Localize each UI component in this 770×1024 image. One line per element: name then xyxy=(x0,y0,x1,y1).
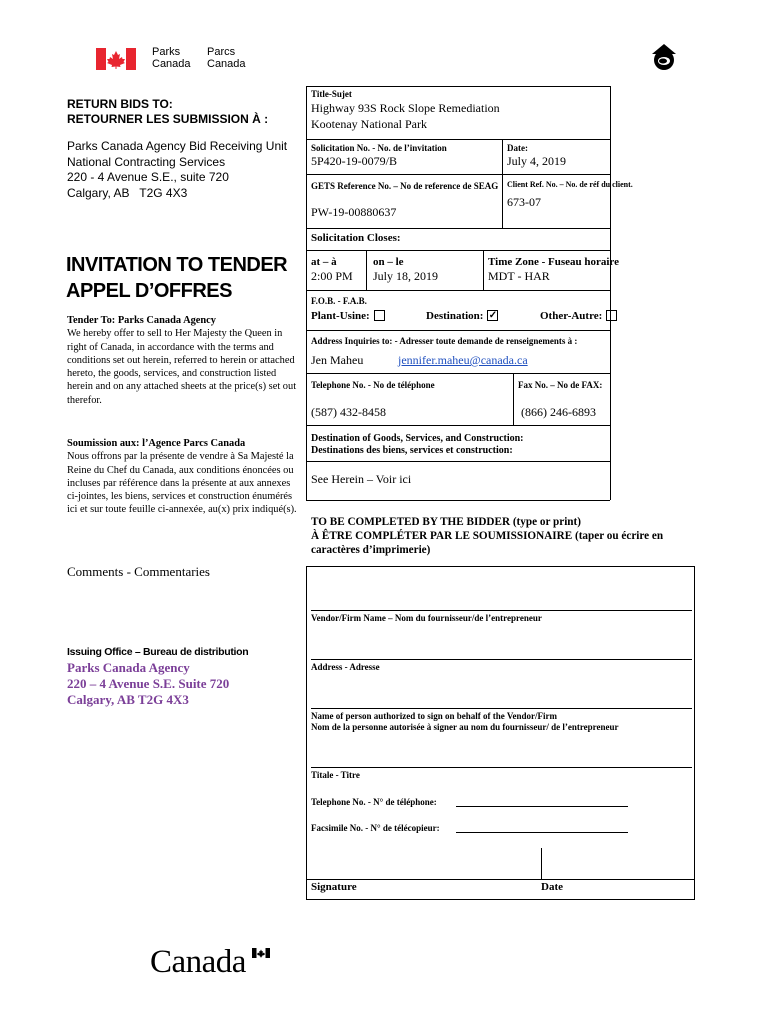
signature-label: Signature xyxy=(311,881,357,893)
fob-label: F.O.B. - F.A.B. xyxy=(311,296,367,306)
tender-to-heading: Tender To: Parks Canada Agency xyxy=(67,315,216,326)
on-value: July 18, 2019 xyxy=(373,269,439,283)
plant-usine-option[interactable] xyxy=(311,310,385,322)
solicitation-value: 5P420-19-0079/B xyxy=(311,154,398,168)
return-bids-title-en: RETURN BIDS TO: xyxy=(67,97,173,111)
authorized-label-fr: Nom de la personne autorisée à signer au nom du fournisseur/ de l’entrepreneur xyxy=(311,722,619,732)
signature-field[interactable] xyxy=(307,848,540,879)
soumission-heading: Soumission aux: l’Agence Parcs Canada xyxy=(67,438,246,449)
contact-email-link[interactable]: jennifer.maheu@canada.ca xyxy=(398,353,528,367)
inquiries-label: Address Inquiries to: - Adresser toute demande de renseignements à : xyxy=(311,336,578,346)
address-label: Address - Adresse xyxy=(311,662,380,672)
client-value: 673-07 xyxy=(507,195,541,209)
telephone-value: (587) 432-8458 xyxy=(311,405,386,419)
checkmark-icon: ✓ xyxy=(488,309,498,321)
parks-canada-logo xyxy=(96,46,256,72)
return-address-line: 220 - 4 Avenue S.E., suite 720 xyxy=(67,170,229,184)
gets-label: GETS Reference No. – No de reference de SEAG xyxy=(311,181,499,191)
bidder-telephone-field[interactable] xyxy=(456,806,628,807)
bidder-telephone-label: Telephone No. - N° de téléphone: xyxy=(311,797,437,807)
bidder-heading-fr: À ÊTRE COMPLÉTER PAR LE SOUMISSIONAIRE (taper ou écrire en caractères d’imprimerie) xyxy=(311,530,664,556)
address-field[interactable] xyxy=(311,659,692,660)
date-value: July 4, 2019 xyxy=(507,154,567,168)
gets-value: PW-19-00880637 xyxy=(311,205,397,219)
authorized-label-en: Name of person authorized to sign on behalf of the Vendor/Firm xyxy=(311,711,557,721)
invitation-title xyxy=(66,252,287,304)
tender-to-text: We hereby offer to sell to Her Majesty the Queen in right of Canada, in accordance with the terms and conditions set out herein, referred to herein or attached hereto, the goods, services, and construction listed herein and on any attached sheets at the price(s) set out therefor. xyxy=(67,328,297,406)
date-label: Date: xyxy=(507,143,528,153)
invitation-title-en: INVITATION TO TENDER xyxy=(66,254,288,276)
fax-value: (866) 246-6893 xyxy=(521,405,596,419)
return-address-line: Parks Canada Agency Bid Receiving Unit xyxy=(67,139,288,153)
on-label: on – le xyxy=(373,256,404,268)
closes-label: Solicitation Closes: xyxy=(311,232,401,244)
at-label: at – à xyxy=(311,256,337,268)
other-autre-option[interactable] xyxy=(540,310,617,322)
bidder-title-label: Titale - Titre xyxy=(311,770,360,780)
title-field[interactable] xyxy=(311,767,692,768)
canada-wordmark-text: Canada xyxy=(150,944,246,980)
other-autre-checkbox[interactable] xyxy=(606,310,617,321)
logo-en-line1: Parks xyxy=(152,46,181,58)
canada-wordmark xyxy=(150,944,246,980)
comments-label: Comments - Commentaries xyxy=(67,564,210,579)
issuing-office-line: 220 – 4 Avenue S.E. Suite 720 xyxy=(67,676,230,691)
return-address-line: Calgary, AB T2G 4X3 xyxy=(67,185,188,200)
destination-option[interactable] xyxy=(426,310,498,322)
issuing-office-line: Calgary, AB T2G 4X3 xyxy=(67,692,189,707)
telephone-label: Telephone No. - No de téléphone xyxy=(311,380,435,390)
issuing-office-line: Parks Canada Agency xyxy=(67,660,190,675)
destination-goods-label-fr: Destinations des biens, services et construction: xyxy=(311,445,513,456)
contact-name: Jen Maheu xyxy=(311,353,364,367)
soumission-text: Nous offrons par la présente de vendre à Sa Majesté la Reine du Chef du Canada, aux conditions énoncées ou incluses par référence dans la présente at aux annexes ci-jointes, les biens, services et construction énumérés ici et sur toute feuille ci-annexée, au(x) prix indiqué(s). xyxy=(67,451,297,516)
date-field-label: Date xyxy=(541,881,563,893)
wordmark-flag-icon xyxy=(252,948,270,958)
vendor-name-field[interactable] xyxy=(311,610,692,611)
timezone-value: MDT - HAR xyxy=(488,269,550,283)
issuing-office-label: Issuing Office – Bureau de distribution xyxy=(67,646,249,658)
bidder-fax-field[interactable] xyxy=(456,832,628,833)
logo-fr-line1: Parcs xyxy=(207,46,236,58)
vendor-name-label: Vendor/Firm Name – Nom du fournisseur/de l’entrepreneur xyxy=(311,613,542,623)
bidder-heading-en: TO BE COMPLETED BY THE BIDDER (type or print) xyxy=(311,516,581,528)
tender-to-block xyxy=(67,314,299,407)
title-line-1: Highway 93S Rock Slope Remediation xyxy=(311,101,500,115)
solicitation-label: Solicitation No. - No. de l’invitation xyxy=(311,143,447,153)
destination-goods-label-en: Destination of Goods, Services, and Construction: xyxy=(311,433,524,444)
canada-flag-icon xyxy=(96,48,136,70)
fax-label: Fax No. – No de FAX: xyxy=(518,380,603,390)
destination-checkbox[interactable] xyxy=(487,310,498,321)
bidder-heading xyxy=(311,515,711,557)
at-value: 2:00 PM xyxy=(311,269,353,283)
destination-label: Destination: xyxy=(426,310,484,322)
authorized-name-field[interactable] xyxy=(311,708,692,709)
plant-usine-checkbox[interactable] xyxy=(374,310,385,321)
destination-goods-value: See Herein – Voir ici xyxy=(311,472,412,486)
timezone-label: Time Zone - Fuseau horaire xyxy=(488,256,619,268)
parks-canada-beaver-emblem-icon xyxy=(648,42,680,72)
soumission-block xyxy=(67,437,299,517)
issuing-office-address xyxy=(67,660,229,708)
return-bids-block xyxy=(67,97,307,201)
return-bids-title-fr: RETOURNER LES SUBMISSION À : xyxy=(67,112,269,126)
logo-fr-line2: Canada xyxy=(207,58,246,70)
bidder-fax-label: Facsimile No. - N° de télécopieur: xyxy=(311,823,440,833)
client-label: Client Ref. No. – No. de réf du client. xyxy=(507,180,633,189)
logo-en-line2: Canada xyxy=(152,58,191,70)
date-field[interactable] xyxy=(542,848,694,879)
invitation-title-fr: APPEL D’OFFRES xyxy=(66,280,232,302)
return-address-line: National Contracting Services xyxy=(67,154,226,169)
title-label: Title-Sujet xyxy=(311,89,352,99)
other-autre-label: Other-Autre: xyxy=(540,310,603,322)
title-line-2: Kootenay National Park xyxy=(311,117,427,131)
plant-usine-label: Plant-Usine: xyxy=(311,310,370,322)
